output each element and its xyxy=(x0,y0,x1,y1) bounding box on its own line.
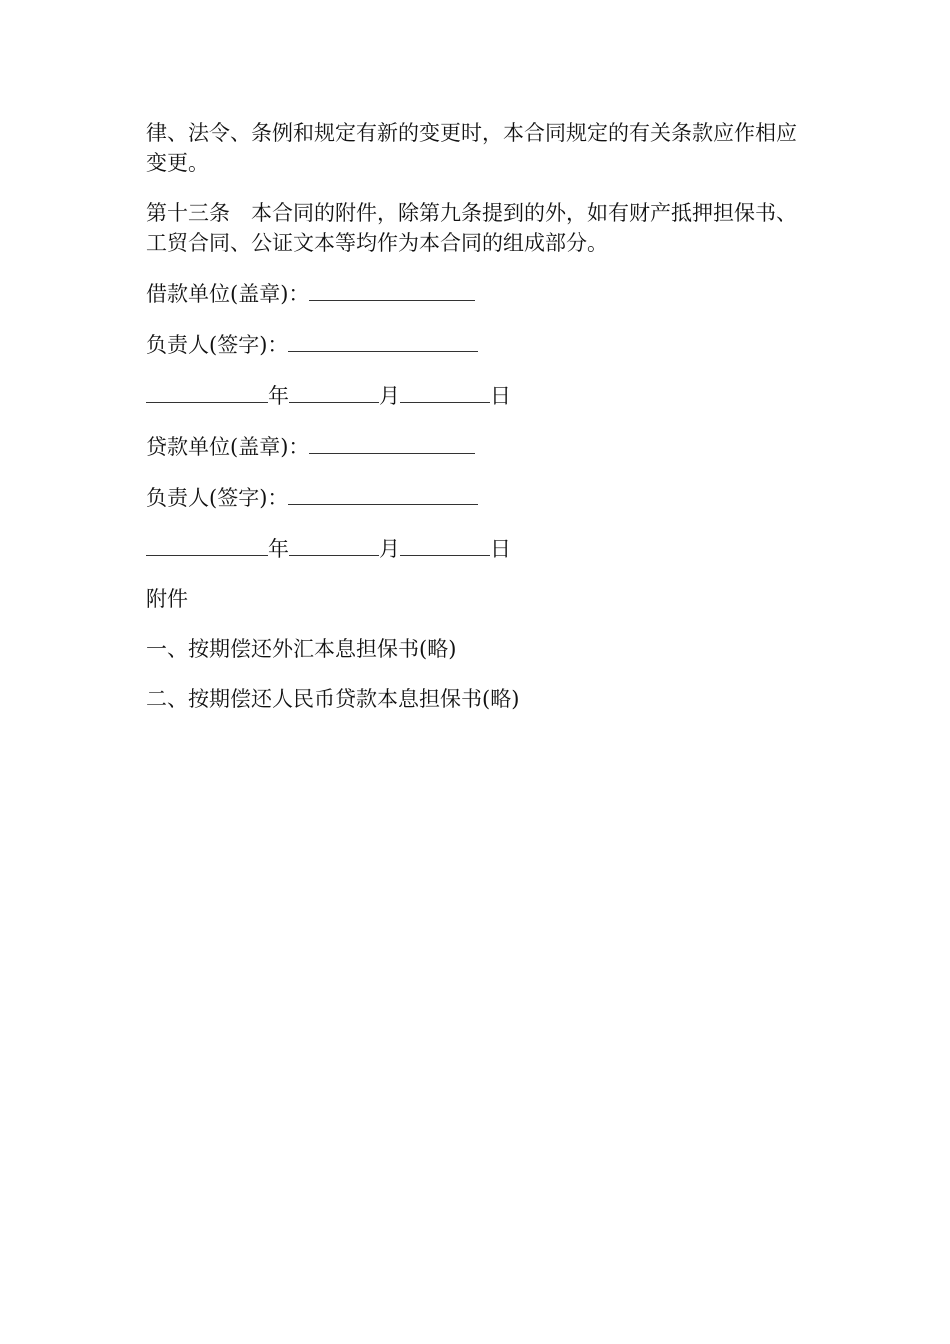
day-label: 日 xyxy=(490,537,511,561)
lender-year-blank[interactable] xyxy=(146,533,268,556)
lender-date-line xyxy=(146,533,810,564)
lender-month-blank[interactable] xyxy=(289,533,379,556)
year-label: 年 xyxy=(268,384,289,408)
lender-signature-blank[interactable] xyxy=(288,482,478,505)
lender-day-blank[interactable] xyxy=(400,533,490,556)
month-label: 月 xyxy=(379,537,400,561)
borrower-day-blank[interactable] xyxy=(400,380,490,403)
borrower-signature-blank[interactable] xyxy=(288,329,478,352)
lender-signature-line xyxy=(146,482,810,513)
borrower-signature-label: 负责人(签字)： xyxy=(146,333,289,357)
borrower-month-blank[interactable] xyxy=(289,380,379,403)
borrower-seal-blank[interactable] xyxy=(309,278,475,301)
lender-seal-line xyxy=(146,431,810,462)
attachment-item-1: 一、按期偿还外汇本息担保书(略) xyxy=(146,637,457,661)
lender-signature-label: 负责人(签字)： xyxy=(146,486,289,510)
paragraph-law-changes: 律、法令、条例和规定有新的变更时，本合同规定的有关条款应作相应变更。 xyxy=(146,121,797,175)
borrower-signature-line xyxy=(146,329,810,360)
lender-seal-label: 贷款单位(盖章)： xyxy=(146,435,310,459)
borrower-seal-line xyxy=(146,278,810,309)
attachments-title: 附件 xyxy=(146,587,188,611)
lender-seal-blank[interactable] xyxy=(309,431,475,454)
paragraph-article-13: 第十三条 本合同的附件，除第九条提到的外，如有财产抵押担保书、工贸合同、公证文本等均作为本合同的组成部分。 xyxy=(146,201,797,255)
borrower-seal-label: 借款单位(盖章)： xyxy=(146,282,310,306)
year-label: 年 xyxy=(268,537,289,561)
borrower-year-blank[interactable] xyxy=(146,380,268,403)
borrower-date-line xyxy=(146,380,810,411)
attachment-item-2: 二、按期偿还人民币贷款本息担保书(略) xyxy=(146,687,520,711)
day-label: 日 xyxy=(490,384,511,408)
month-label: 月 xyxy=(379,384,400,408)
